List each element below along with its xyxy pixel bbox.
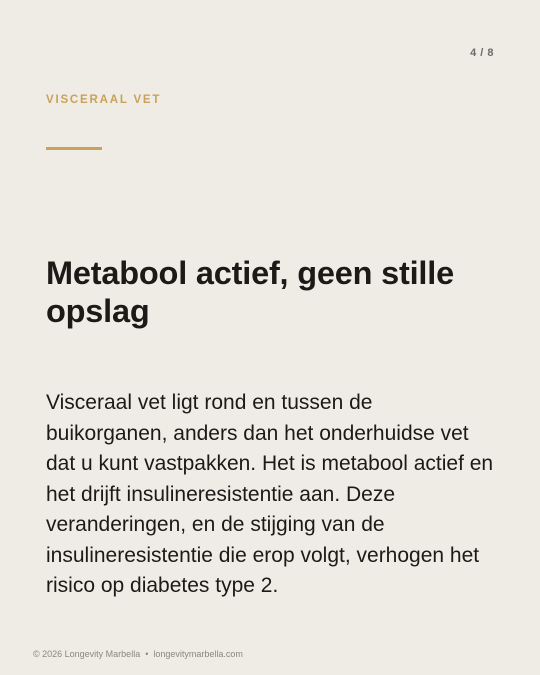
footer-website-link[interactable]: longevitymarbella.com <box>153 649 243 659</box>
page-title: Metabool actief, geen stille opslag <box>46 255 454 329</box>
footer-copyright: © 2026 Longevity Marbella <box>33 649 141 659</box>
page-counter: 4 / 8 <box>470 47 494 59</box>
body-paragraph: Visceraal vet ligt rond en tussen de buikorganen, anders dan het onderhuidse vet dat u kunt vastpakken. Het is metabool actief en het drijft insulineresistentie aan. Deze veranderingen, en de stijging van de insulineresistentie die erop volgt, verhogen het risico op diabetes type 2. <box>46 391 494 597</box>
footer <box>33 649 243 659</box>
accent-divider <box>46 147 102 150</box>
footer-separator: • <box>145 649 149 659</box>
section-eyebrow: VISCERAAL VET <box>46 94 162 106</box>
